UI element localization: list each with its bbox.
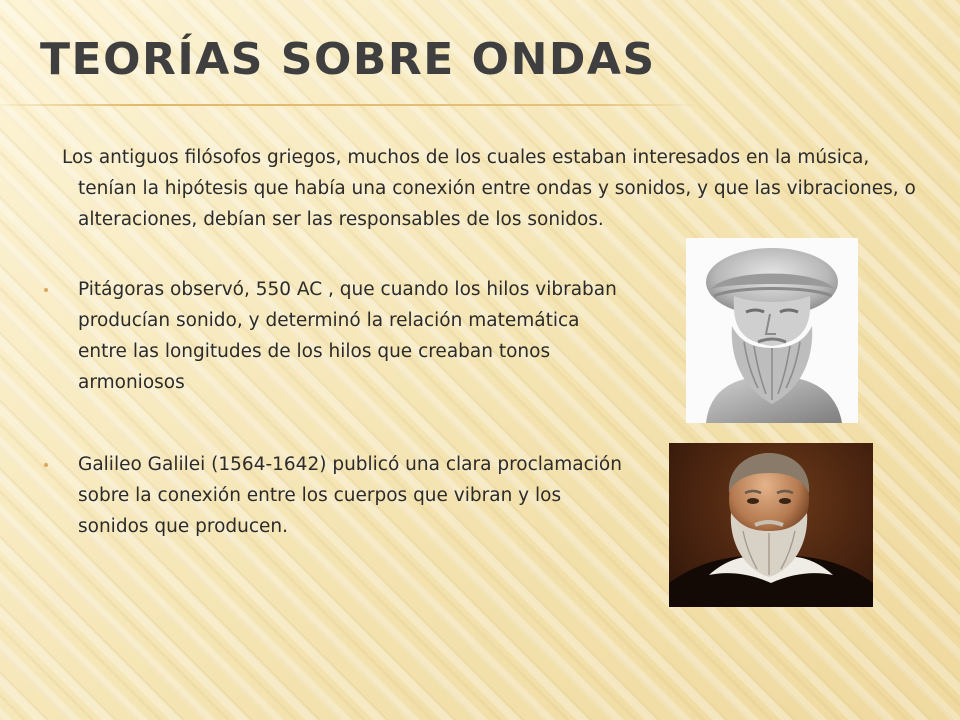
slide-title: TEORÍAS SOBRE ONDAS <box>40 34 656 85</box>
bullet-item-galileo <box>44 449 634 542</box>
pythagoras-bust-drawing <box>686 238 858 423</box>
intro-text: Los antiguos filósofos griegos, muchos de los cuales estaban interesados en la música, tenían la hipótesis que había una conexión entre ondas y sonidos, y que las vibraciones, o alteraciones, debían ser las responsables de los sonidos. <box>62 147 916 230</box>
galileo-portrait-drawing <box>669 443 873 607</box>
pythagoras-bust-image <box>686 238 858 423</box>
bullet-text: Galileo Galilei (1564-1642) publicó una clara proclamación sobre la conexión entre los cuerpos que vibran y los sonidos que producen. <box>78 454 622 537</box>
bullet-dot-icon <box>44 288 48 292</box>
bullet-item-pythagoras <box>44 274 634 398</box>
intro-paragraph <box>62 142 924 235</box>
galileo-portrait-image <box>669 443 873 607</box>
bullet-text: Pitágoras observó, 550 AC , que cuando los hilos vibraban producían sonido, y determinó la relación matemática entre las longitudes de los hilos que creaban tonos armoniosos <box>78 279 617 393</box>
title-underline <box>0 104 700 106</box>
bullet-dot-icon <box>44 463 48 467</box>
